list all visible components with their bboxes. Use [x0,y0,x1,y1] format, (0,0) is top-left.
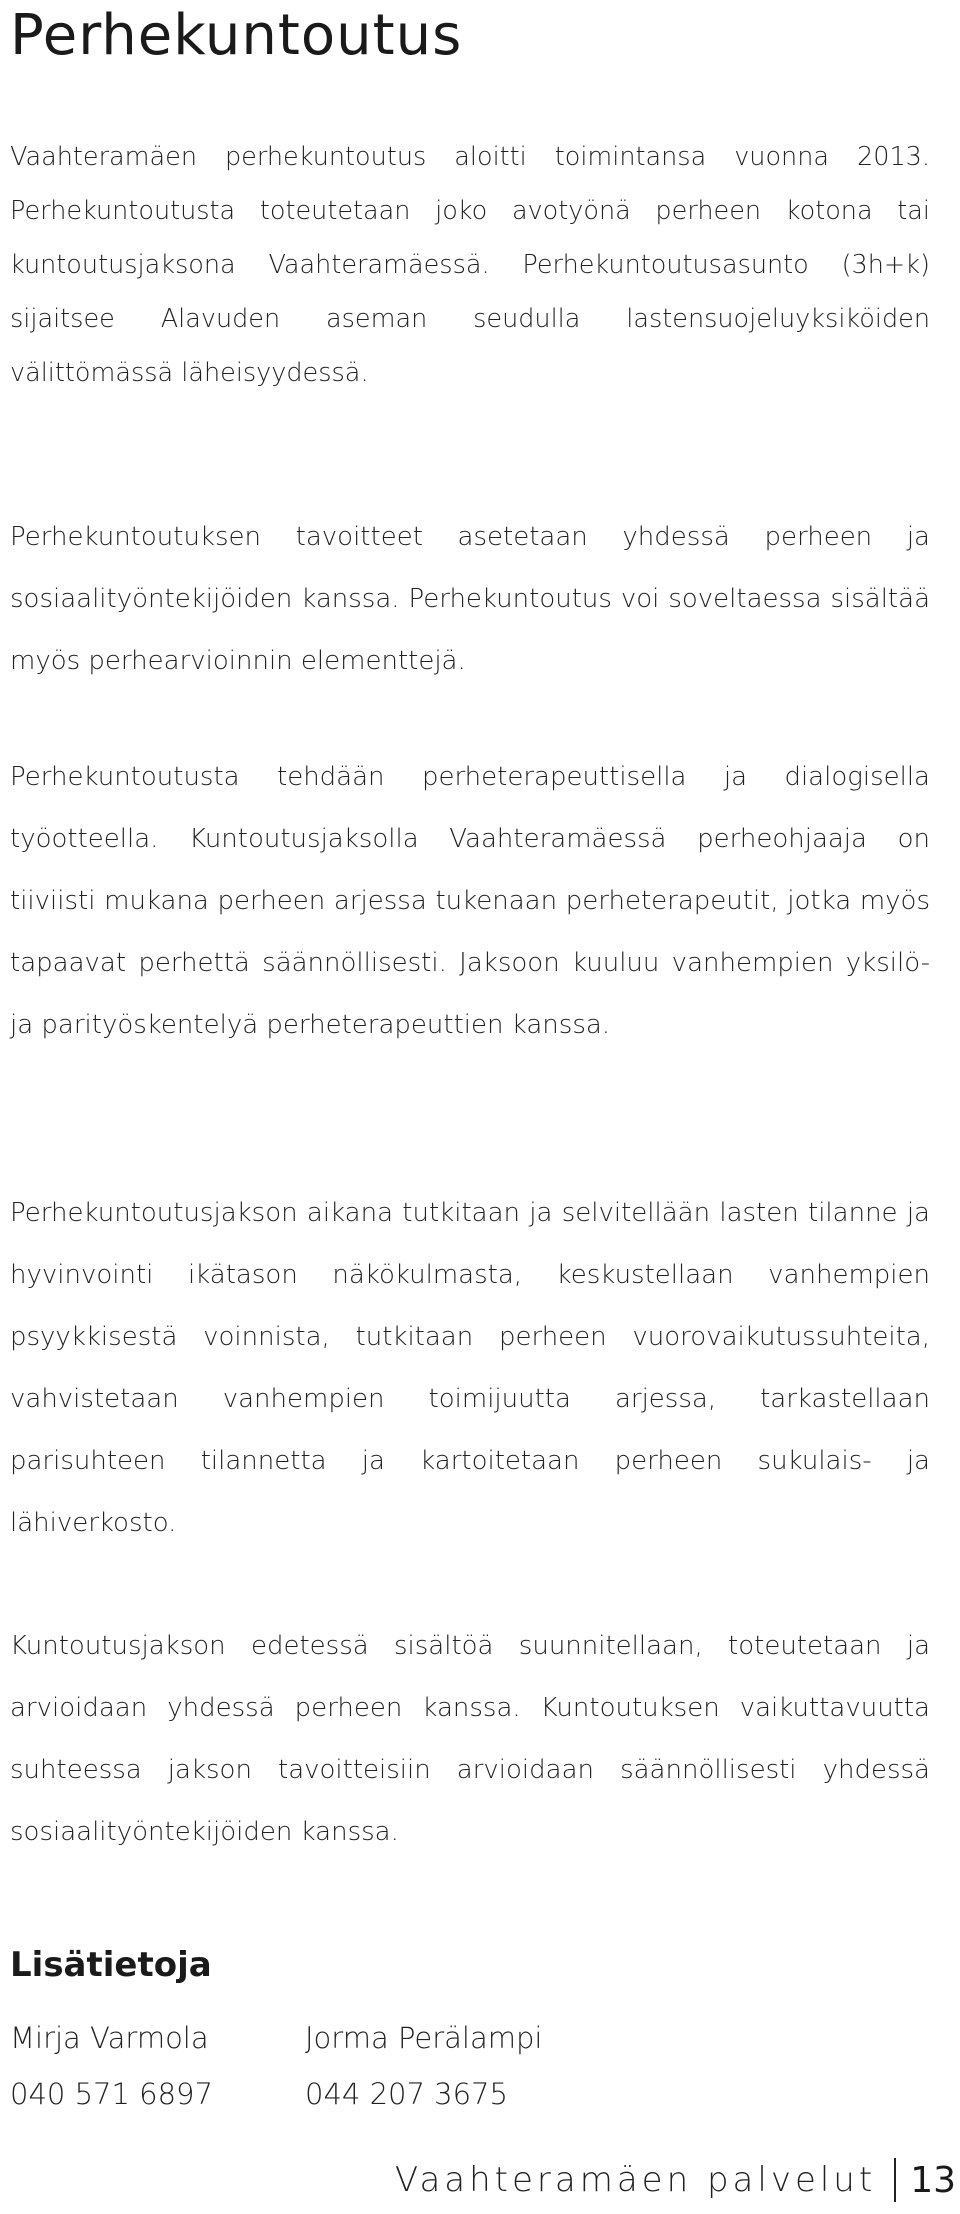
contact-phone: 044 207 3675 [305,2077,508,2111]
contact-name: Mirja Varmola [10,2021,209,2055]
page-title: Perhekuntoutus [10,3,463,68]
info-heading: Lisätietoja [10,1945,212,1985]
assessment-paragraph: Perhekuntoutusjakson aikana tutkitaan ja selvitellään lasten tilanne ja hyvinvointi ikätason näkökulmasta, keskustellaan vanhempien psyykkisestä voinnista, tutkitaan perheen vuorovaikutussuhteita, vahvistetaan vanhempien toimijuutta arjessa, tarkastellaan parisuhteen tilannetta ja kartoitetaan perheen sukulais- ja lähiverkosto. [10,1198,930,1538]
contact-phone: 040 571 6897 [10,2077,213,2111]
contact-name: Jorma Perälampi [305,2021,543,2055]
page-footer [395,2155,960,2205]
page-number: 13 [910,2159,956,2201]
footer-label: Vaahteramäen palvelut [394,2160,877,2200]
contact-block [10,2016,213,2128]
intro-paragraph: Vaahteramäen perhekuntoutus aloitti toimintansa vuonna 2013. Perhekuntoutusta toteutetaan joko avotyönä perheen kotona tai kuntoutusjaksona Vaahteramäessä. Perhekuntoutusasunto (3h+k) sijaitsee Alavuden aseman seudulla lastensuojeluyksiköiden välittömässä läheisyydessä. [10,142,930,388]
evaluation-paragraph: Kuntoutusjakson edetessä sisältöä suunnitellaan, toteutetaan ja arvioidaan yhdessä perheen kanssa. Kuntoutuksen vaikuttavuutta suhteessa jakson tavoitteisiin arvioidaan säännöllisesti yhdessä sosiaalityöntekijöiden kanssa. [10,1631,930,1847]
method-paragraph: Perhekuntoutusta tehdään perheterapeuttisella ja dialogisella työotteella. Kuntoutusjaksolla Vaahteramäessä perheohjaaja on tiiviisti mukana perheen arjessa tukenaan perheterapeutit, jotka myös tapaavat perhettä säännöllisesti. Jaksoon kuuluu vanhempien yksilö- ja parityöskentelyä perheterapeuttien kanssa. [10,762,930,1040]
goals-paragraph: Perhekuntoutuksen tavoitteet asetetaan yhdessä perheen ja sosiaalityöntekijöiden kanssa. Perhekuntoutus voi soveltaessa sisältää myös perhearvioinnin elementtejä. [10,522,930,676]
contact-block [305,2016,542,2128]
footer-divider [894,2158,896,2202]
